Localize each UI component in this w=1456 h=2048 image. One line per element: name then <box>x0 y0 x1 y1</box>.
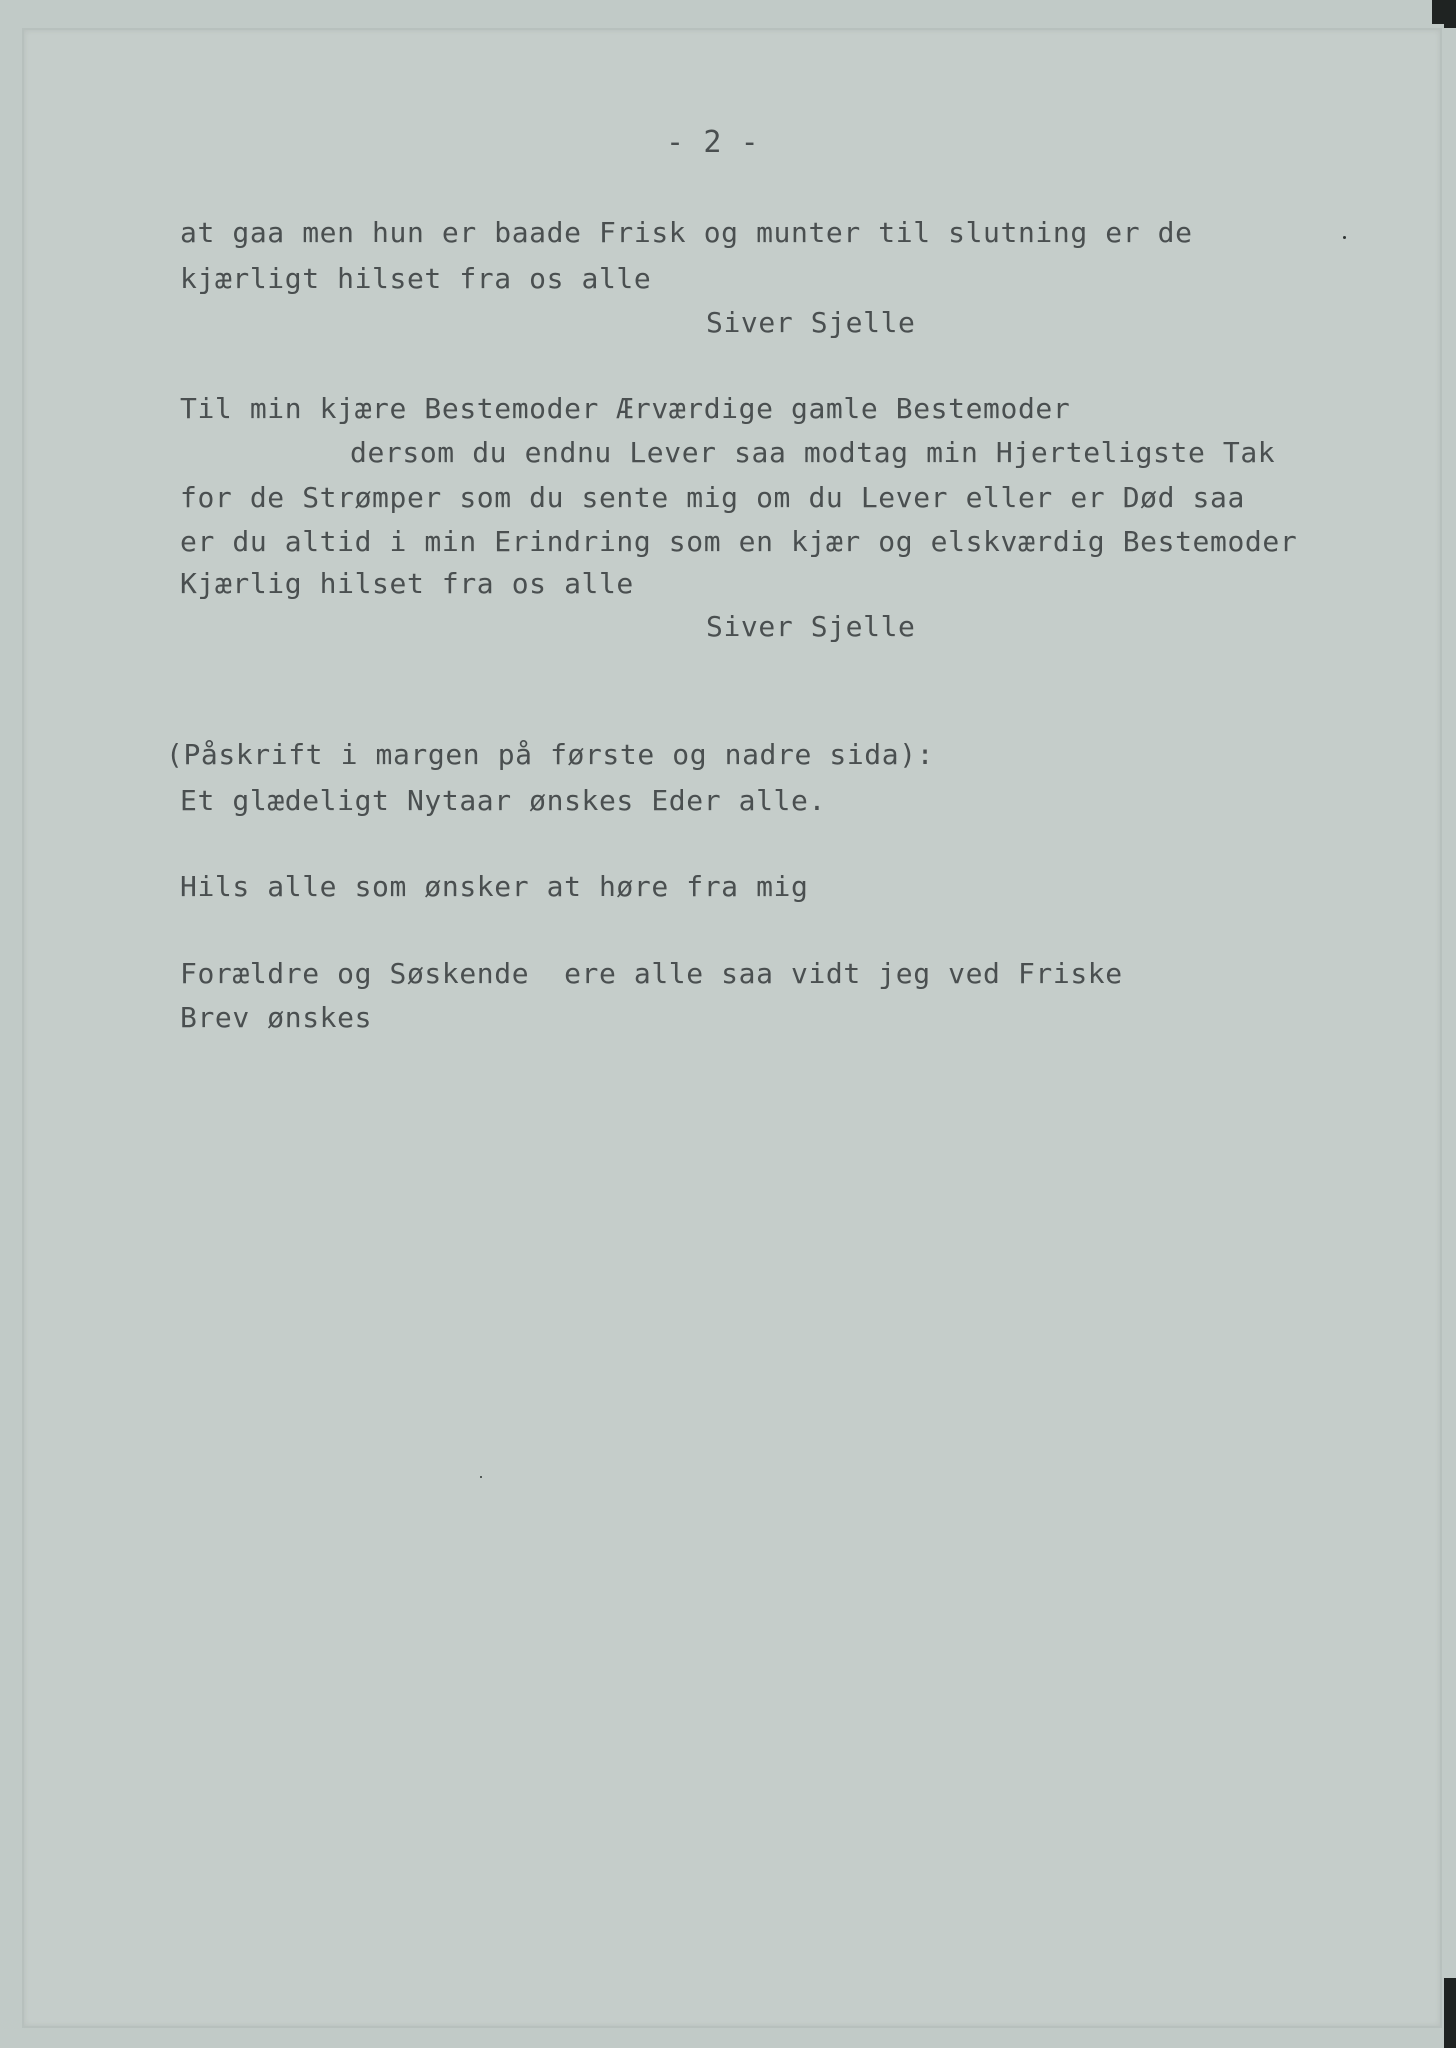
text-line: Hils alle som ønsker at høre fra mig <box>180 870 809 903</box>
text-line: kjærligt hilset fra os alle <box>180 262 652 295</box>
scanner-edge-mark-bottom <box>1444 1978 1456 2048</box>
text-line: Brev ønskes <box>180 1001 373 1034</box>
text-line: at gaa men hun er baade Frisk og munter til slutning er de <box>180 216 1193 249</box>
signature: Siver Sjelle <box>706 306 916 339</box>
text-line: Et glædeligt Nytaar ønskes Eder alle. <box>180 784 826 817</box>
margin-note-heading: (Påskrift i margen på første og nadre sida): <box>166 738 935 771</box>
signature: Siver Sjelle <box>706 610 916 643</box>
page-number: - 2 - <box>666 125 760 160</box>
text-line: dersom du endnu Lever saa modtag min Hjerteligste Tak <box>350 436 1276 469</box>
text-line: Til min kjære Bestemoder Ærværdige gamle Bestemoder <box>180 392 1071 425</box>
text-line: Forældre og Søskende ere alle saa vidt jeg ved Friske <box>180 957 1123 990</box>
paper-speck <box>480 1476 482 1478</box>
text-line: for de Strømper som du sente mig om du Lever eller er Død saa <box>180 481 1245 514</box>
text-line: Kjærlig hilset fra os alle <box>180 567 634 600</box>
paper-speck <box>1343 236 1346 239</box>
text-line: er du altid i min Erindring som en kjær og elskværdig Bestemoder <box>180 525 1298 558</box>
scanner-edge-mark-top <box>1444 0 1456 28</box>
